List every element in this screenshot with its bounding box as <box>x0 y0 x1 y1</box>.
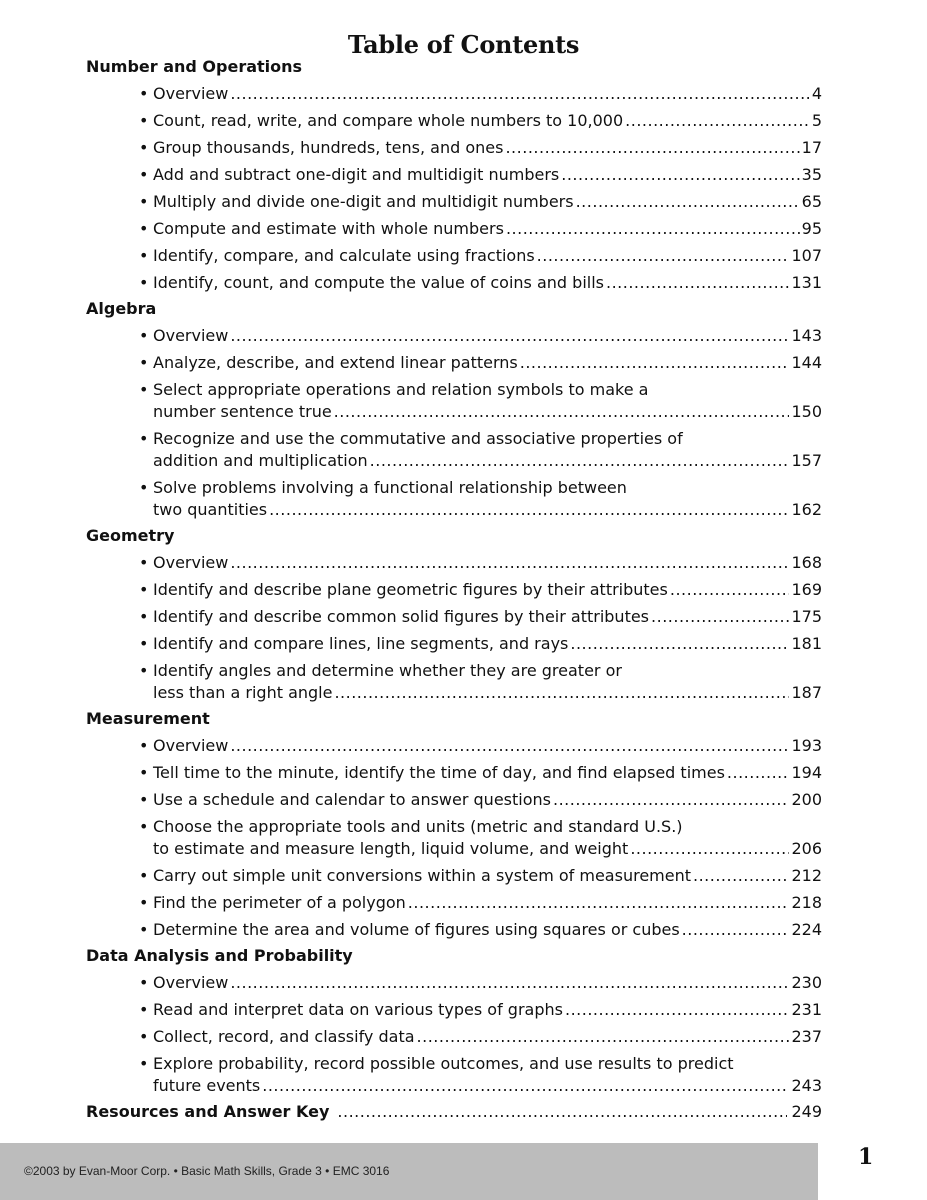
bullet-icon: • <box>139 84 149 103</box>
toc-entry <box>139 477 822 521</box>
bullet-icon: • <box>139 607 149 626</box>
dot-leader <box>630 838 789 860</box>
bullet-icon: • <box>139 353 149 372</box>
entry-line <box>153 865 822 887</box>
bullet-icon: • <box>139 165 149 184</box>
bullet-icon: • <box>139 326 149 345</box>
resources-entry <box>86 1101 822 1123</box>
toc-entry <box>139 1026 822 1048</box>
bullet-icon: • <box>139 429 149 448</box>
dot-leader <box>565 999 789 1021</box>
footer-copyright: ©2003 by Evan-Moor Corp. • Basic Math Skills, Grade 3 • EMC 3016 <box>24 1164 390 1178</box>
entry-text: Collect, record, and classify data <box>153 1027 415 1046</box>
dot-leader <box>651 606 789 628</box>
entry-text: Overview <box>153 553 229 572</box>
entry-line <box>153 325 822 347</box>
entry-page-number: 150 <box>791 402 822 421</box>
section-heading: Algebra <box>86 299 157 318</box>
entry-text: Multiply and divide one-digit and multidigit numbers <box>153 192 574 211</box>
entry-text: Identify and describe plane geometric figures by their attributes <box>153 580 668 599</box>
dot-leader <box>576 191 800 213</box>
bullet-icon: • <box>139 661 149 680</box>
toc-entry <box>139 191 822 213</box>
entry-line <box>153 245 822 267</box>
toc-entry <box>139 352 822 374</box>
entry-text: Tell time to the minute, identify the time of day, and find elapsed times <box>153 763 725 782</box>
toc-entry <box>139 428 822 472</box>
dot-leader <box>334 682 789 704</box>
entry-text: Identify, compare, and calculate using fractions <box>153 246 535 265</box>
entry-line <box>153 1026 822 1048</box>
dot-leader <box>337 1101 787 1123</box>
bullet-icon: • <box>139 634 149 653</box>
entry-text: future events <box>153 1076 261 1095</box>
entry-text: Overview <box>153 84 229 103</box>
entry-text: Identify and describe common solid figures by their attributes <box>153 607 650 626</box>
entry-text: Analyze, describe, and extend linear patterns <box>153 353 518 372</box>
dot-leader <box>670 579 790 601</box>
toc-entry <box>139 762 822 784</box>
entry-text: number sentence true <box>153 402 332 421</box>
dot-leader <box>230 83 809 105</box>
entry-text: Select appropriate operations and relation symbols to make a <box>153 380 649 399</box>
entry-page-number: 218 <box>791 893 822 912</box>
entry-page-number: 187 <box>791 683 822 702</box>
dot-leader <box>408 892 790 914</box>
entry-text: Use a schedule and calendar to answer questions <box>153 790 551 809</box>
entry-text: two quantities <box>153 500 268 519</box>
entry-text: Carry out simple unit conversions within a system of measurement <box>153 866 691 885</box>
entry-text: Determine the area and volume of figures using squares or cubes <box>153 920 680 939</box>
bullet-icon: • <box>139 973 149 992</box>
toc-entry <box>139 606 822 628</box>
bullet-icon: • <box>139 380 149 399</box>
bullet-icon: • <box>139 920 149 939</box>
toc-entry <box>139 660 822 704</box>
entry-text: Compute and estimate with whole numbers <box>153 219 504 238</box>
section-heading: Measurement <box>86 709 210 728</box>
resources-page-number: 249 <box>791 1102 822 1121</box>
bullet-icon: • <box>139 736 149 755</box>
dot-leader <box>230 325 789 347</box>
bullet-icon: • <box>139 866 149 885</box>
toc-entry <box>139 919 822 941</box>
entry-page-number: 144 <box>791 353 822 372</box>
toc-entry <box>139 245 822 267</box>
bullet-icon: • <box>139 817 149 836</box>
entry-line <box>153 762 822 784</box>
entry-text: Solve problems involving a functional relationship between <box>153 478 627 497</box>
dot-leader <box>230 972 789 994</box>
dot-leader <box>561 164 799 186</box>
entry-page-number: 193 <box>791 736 822 755</box>
dot-leader <box>537 245 790 267</box>
bullet-icon: • <box>139 246 149 265</box>
dot-leader <box>370 450 790 472</box>
bullet-icon: • <box>139 553 149 572</box>
toc-entry <box>139 218 822 240</box>
dot-leader <box>505 137 799 159</box>
toc-entry <box>139 865 822 887</box>
dot-leader <box>417 1026 790 1048</box>
bullet-icon: • <box>139 192 149 211</box>
toc-entry <box>139 137 822 159</box>
dot-leader <box>553 789 789 811</box>
toc-entry <box>139 816 822 860</box>
entry-page-number: 143 <box>791 326 822 345</box>
entry-text: Overview <box>153 326 229 345</box>
entry-page-number: 181 <box>791 634 822 653</box>
dot-leader <box>520 352 790 374</box>
entry-page-number: 230 <box>791 973 822 992</box>
entry-line <box>153 1075 822 1097</box>
entry-line <box>153 83 822 105</box>
bullet-icon: • <box>139 138 149 157</box>
dot-leader <box>230 735 789 757</box>
toc-entry <box>139 325 822 347</box>
entry-page-number: 200 <box>791 790 822 809</box>
entry-text: Identify and compare lines, line segments, and rays <box>153 634 569 653</box>
entry-line <box>153 552 822 574</box>
toc-entry <box>139 164 822 186</box>
bullet-icon: • <box>139 273 149 292</box>
toc-entry <box>139 972 822 994</box>
dot-leader <box>606 272 789 294</box>
entry-text: Read and interpret data on various types of graphs <box>153 1000 563 1019</box>
entry-line <box>153 401 822 423</box>
dot-leader <box>625 110 810 132</box>
entry-page-number: 131 <box>791 273 822 292</box>
entry-text: Count, read, write, and compare whole numbers to 10,000 <box>153 111 624 130</box>
entry-text: Find the perimeter of a polygon <box>153 893 406 912</box>
section-heading: Number and Operations <box>86 57 303 76</box>
dot-leader <box>570 633 789 655</box>
entry-page-number: 243 <box>791 1076 822 1095</box>
entry-page-number: 157 <box>791 451 822 470</box>
entry-line <box>153 838 822 860</box>
entry-page-number: 65 <box>801 192 822 211</box>
entry-line <box>153 735 822 757</box>
bullet-icon: • <box>139 478 149 497</box>
toc-entry <box>139 83 822 105</box>
entry-line <box>153 218 822 240</box>
dot-leader <box>682 919 790 941</box>
toc-entry <box>139 552 822 574</box>
entry-line <box>153 972 822 994</box>
entry-page-number: 95 <box>801 219 822 238</box>
entry-line <box>153 682 822 704</box>
toc-entry <box>139 110 822 132</box>
dot-leader <box>334 401 790 423</box>
entry-page-number: 35 <box>801 165 822 184</box>
entry-line <box>153 110 822 132</box>
bullet-icon: • <box>139 1000 149 1019</box>
entry-text: Overview <box>153 973 229 992</box>
dot-leader <box>727 762 790 784</box>
bullet-icon: • <box>139 790 149 809</box>
bullet-icon: • <box>139 580 149 599</box>
dot-leader <box>693 865 789 887</box>
entry-page-number: 169 <box>791 580 822 599</box>
entry-page-number: 194 <box>791 763 822 782</box>
entry-text: Overview <box>153 736 229 755</box>
dot-leader <box>262 1075 789 1097</box>
toc-entry <box>139 633 822 655</box>
entry-line <box>153 352 822 374</box>
entry-line <box>153 272 822 294</box>
entry-line <box>153 633 822 655</box>
entry-page-number: 237 <box>791 1027 822 1046</box>
resources-label: Resources and Answer Key <box>86 1102 330 1121</box>
entry-page-number: 212 <box>791 866 822 885</box>
toc-entry <box>139 735 822 757</box>
entry-text: Choose the appropriate tools and units (metric and standard U.S.) <box>153 817 683 836</box>
section-heading: Data Analysis and Probability <box>86 946 353 965</box>
toc-entry <box>139 999 822 1021</box>
entry-text: Identify, count, and compute the value of coins and bills <box>153 273 604 292</box>
entry-page-number: 224 <box>791 920 822 939</box>
bullet-icon: • <box>139 893 149 912</box>
entry-line <box>153 191 822 213</box>
footer-bar <box>0 1143 818 1200</box>
entry-line <box>153 164 822 186</box>
bullet-icon: • <box>139 219 149 238</box>
entry-text: Identify angles and determine whether they are greater or <box>153 661 622 680</box>
entry-text: less than a right angle <box>153 683 333 702</box>
entry-text: Add and subtract one-digit and multidigit numbers <box>153 165 560 184</box>
dot-leader <box>269 499 789 521</box>
toc-entry <box>139 272 822 294</box>
entry-text: to estimate and measure length, liquid volume, and weight <box>153 839 629 858</box>
page-title: Table of Contents <box>347 30 580 59</box>
entry-text: Group thousands, hundreds, tens, and ones <box>153 138 504 157</box>
toc-entry <box>139 579 822 601</box>
entry-page-number: 17 <box>801 138 822 157</box>
toc-entry <box>139 789 822 811</box>
entry-line <box>153 892 822 914</box>
entry-page-number: 5 <box>811 111 822 130</box>
entry-page-number: 4 <box>811 84 822 103</box>
entry-line <box>153 450 822 472</box>
entry-line <box>153 137 822 159</box>
bullet-icon: • <box>139 1027 149 1046</box>
entry-line <box>153 606 822 628</box>
entry-text: Recognize and use the commutative and associative properties of <box>153 429 683 448</box>
entry-line <box>153 789 822 811</box>
entry-page-number: 206 <box>791 839 822 858</box>
entry-page-number: 175 <box>791 607 822 626</box>
entry-page-number: 162 <box>791 500 822 519</box>
toc-entry <box>139 892 822 914</box>
entry-text: Explore probability, record possible outcomes, and use results to predict <box>153 1054 734 1073</box>
dot-leader <box>506 218 800 240</box>
entry-line <box>153 999 822 1021</box>
table-of-contents <box>86 56 822 1123</box>
entry-page-number: 107 <box>791 246 822 265</box>
entry-text: addition and multiplication <box>153 451 368 470</box>
entry-page-number: 168 <box>791 553 822 572</box>
toc-entry <box>139 1053 822 1097</box>
entry-page-number: 231 <box>791 1000 822 1019</box>
bullet-icon: • <box>139 111 149 130</box>
bullet-icon: • <box>139 763 149 782</box>
entry-line <box>153 579 822 601</box>
dot-leader <box>230 552 789 574</box>
section-heading: Geometry <box>86 526 175 545</box>
entry-line <box>153 919 822 941</box>
page-number: 1 <box>858 1144 874 1170</box>
entry-line <box>153 499 822 521</box>
bullet-icon: • <box>139 1054 149 1073</box>
toc-entry <box>139 379 822 423</box>
